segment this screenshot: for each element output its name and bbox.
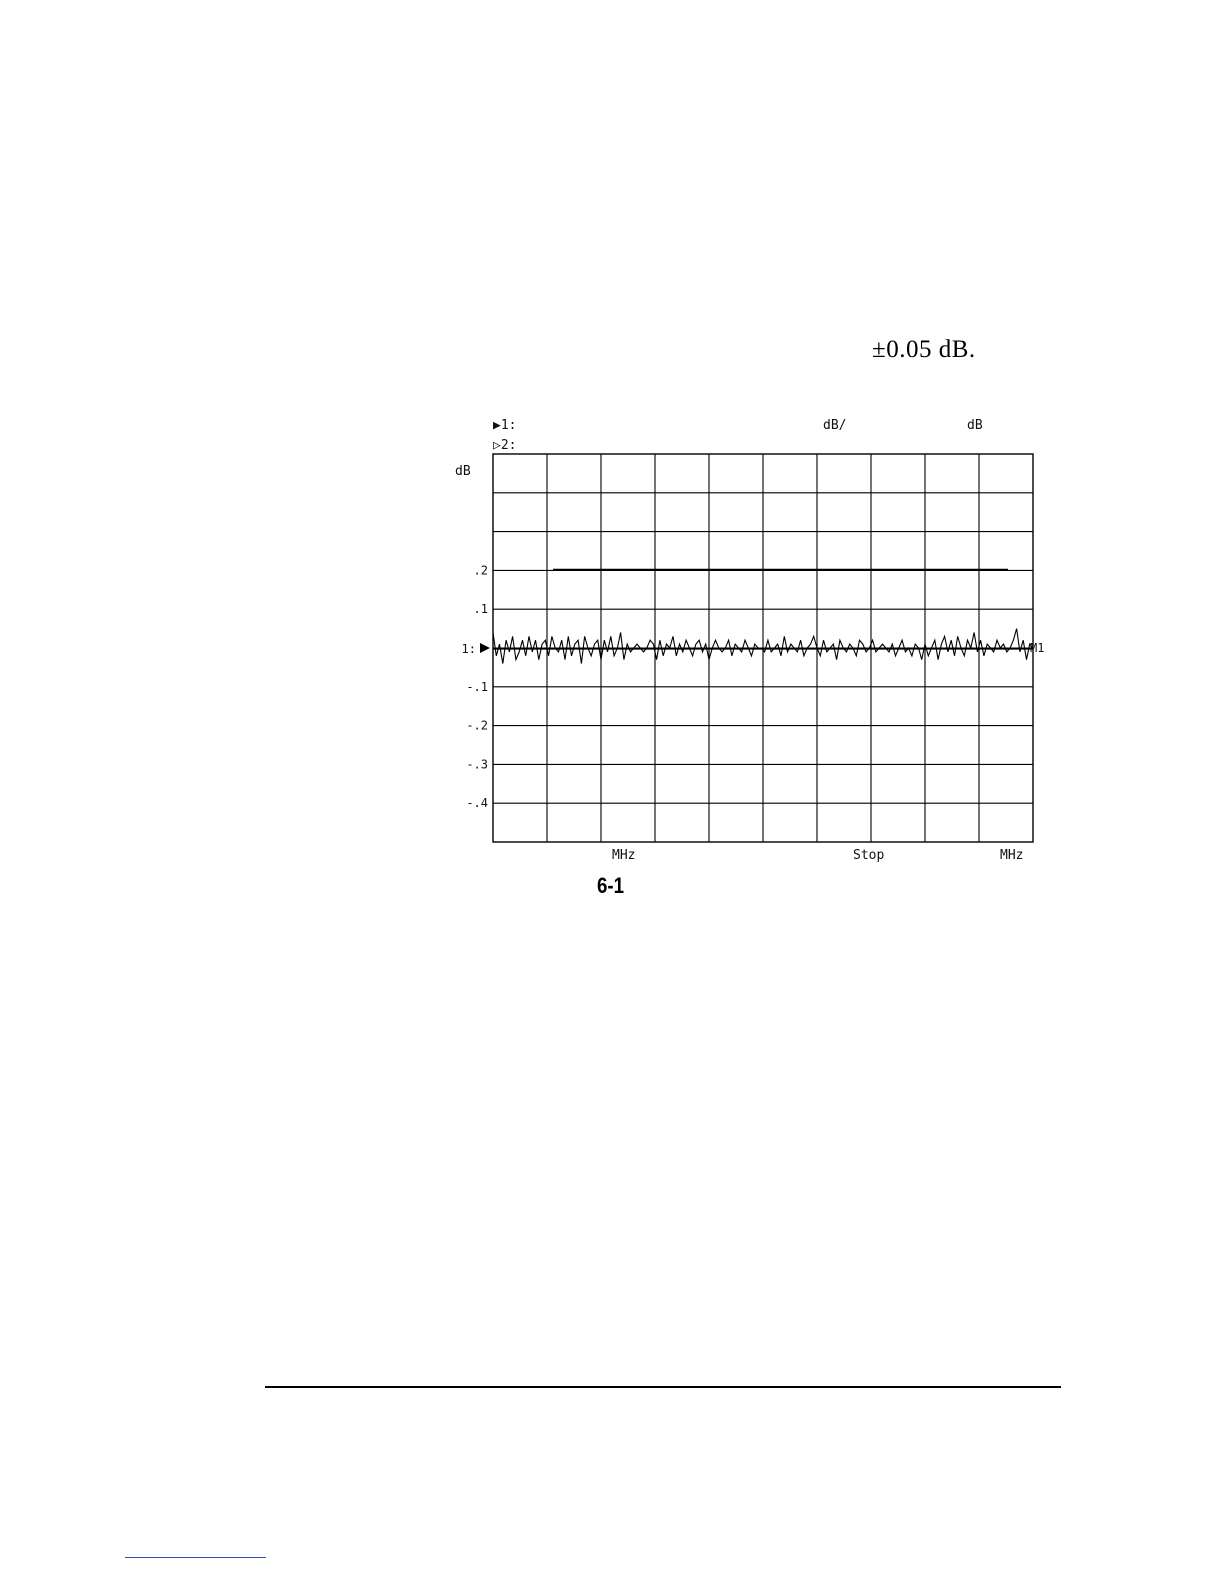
reference-level-label: 1:	[461, 642, 476, 656]
bottom-rule	[125, 1557, 266, 1558]
stop-label: Stop	[853, 848, 885, 863]
y-tick-label: .1	[473, 602, 488, 617]
figure-caption: 6-1	[597, 873, 625, 898]
y-axis-unit-label: dB	[455, 464, 471, 479]
stop-unit-label: MHz	[1000, 848, 1024, 863]
ref-unit-label: dB	[967, 418, 983, 433]
trace1-label: ▶1:	[493, 418, 517, 433]
y-tick-label: -.4	[466, 796, 488, 811]
y-tick-label: -.1	[466, 679, 488, 694]
scale-unit-label: dB/	[823, 418, 847, 433]
chart-area	[440, 452, 1060, 852]
marker-label: M1	[1030, 641, 1045, 655]
y-tick-label: -.3	[466, 757, 488, 772]
start-unit-label: MHz	[612, 848, 636, 863]
reference-arrow-icon	[480, 643, 490, 653]
trace2-label: ▷2:	[493, 438, 517, 453]
spec-text: ±0.05 dB.	[872, 336, 976, 363]
y-tick-label: -.2	[466, 718, 488, 733]
y-tick-label: .2	[473, 563, 488, 578]
chart-svg	[440, 452, 1060, 852]
footer-rule	[265, 1386, 1061, 1388]
